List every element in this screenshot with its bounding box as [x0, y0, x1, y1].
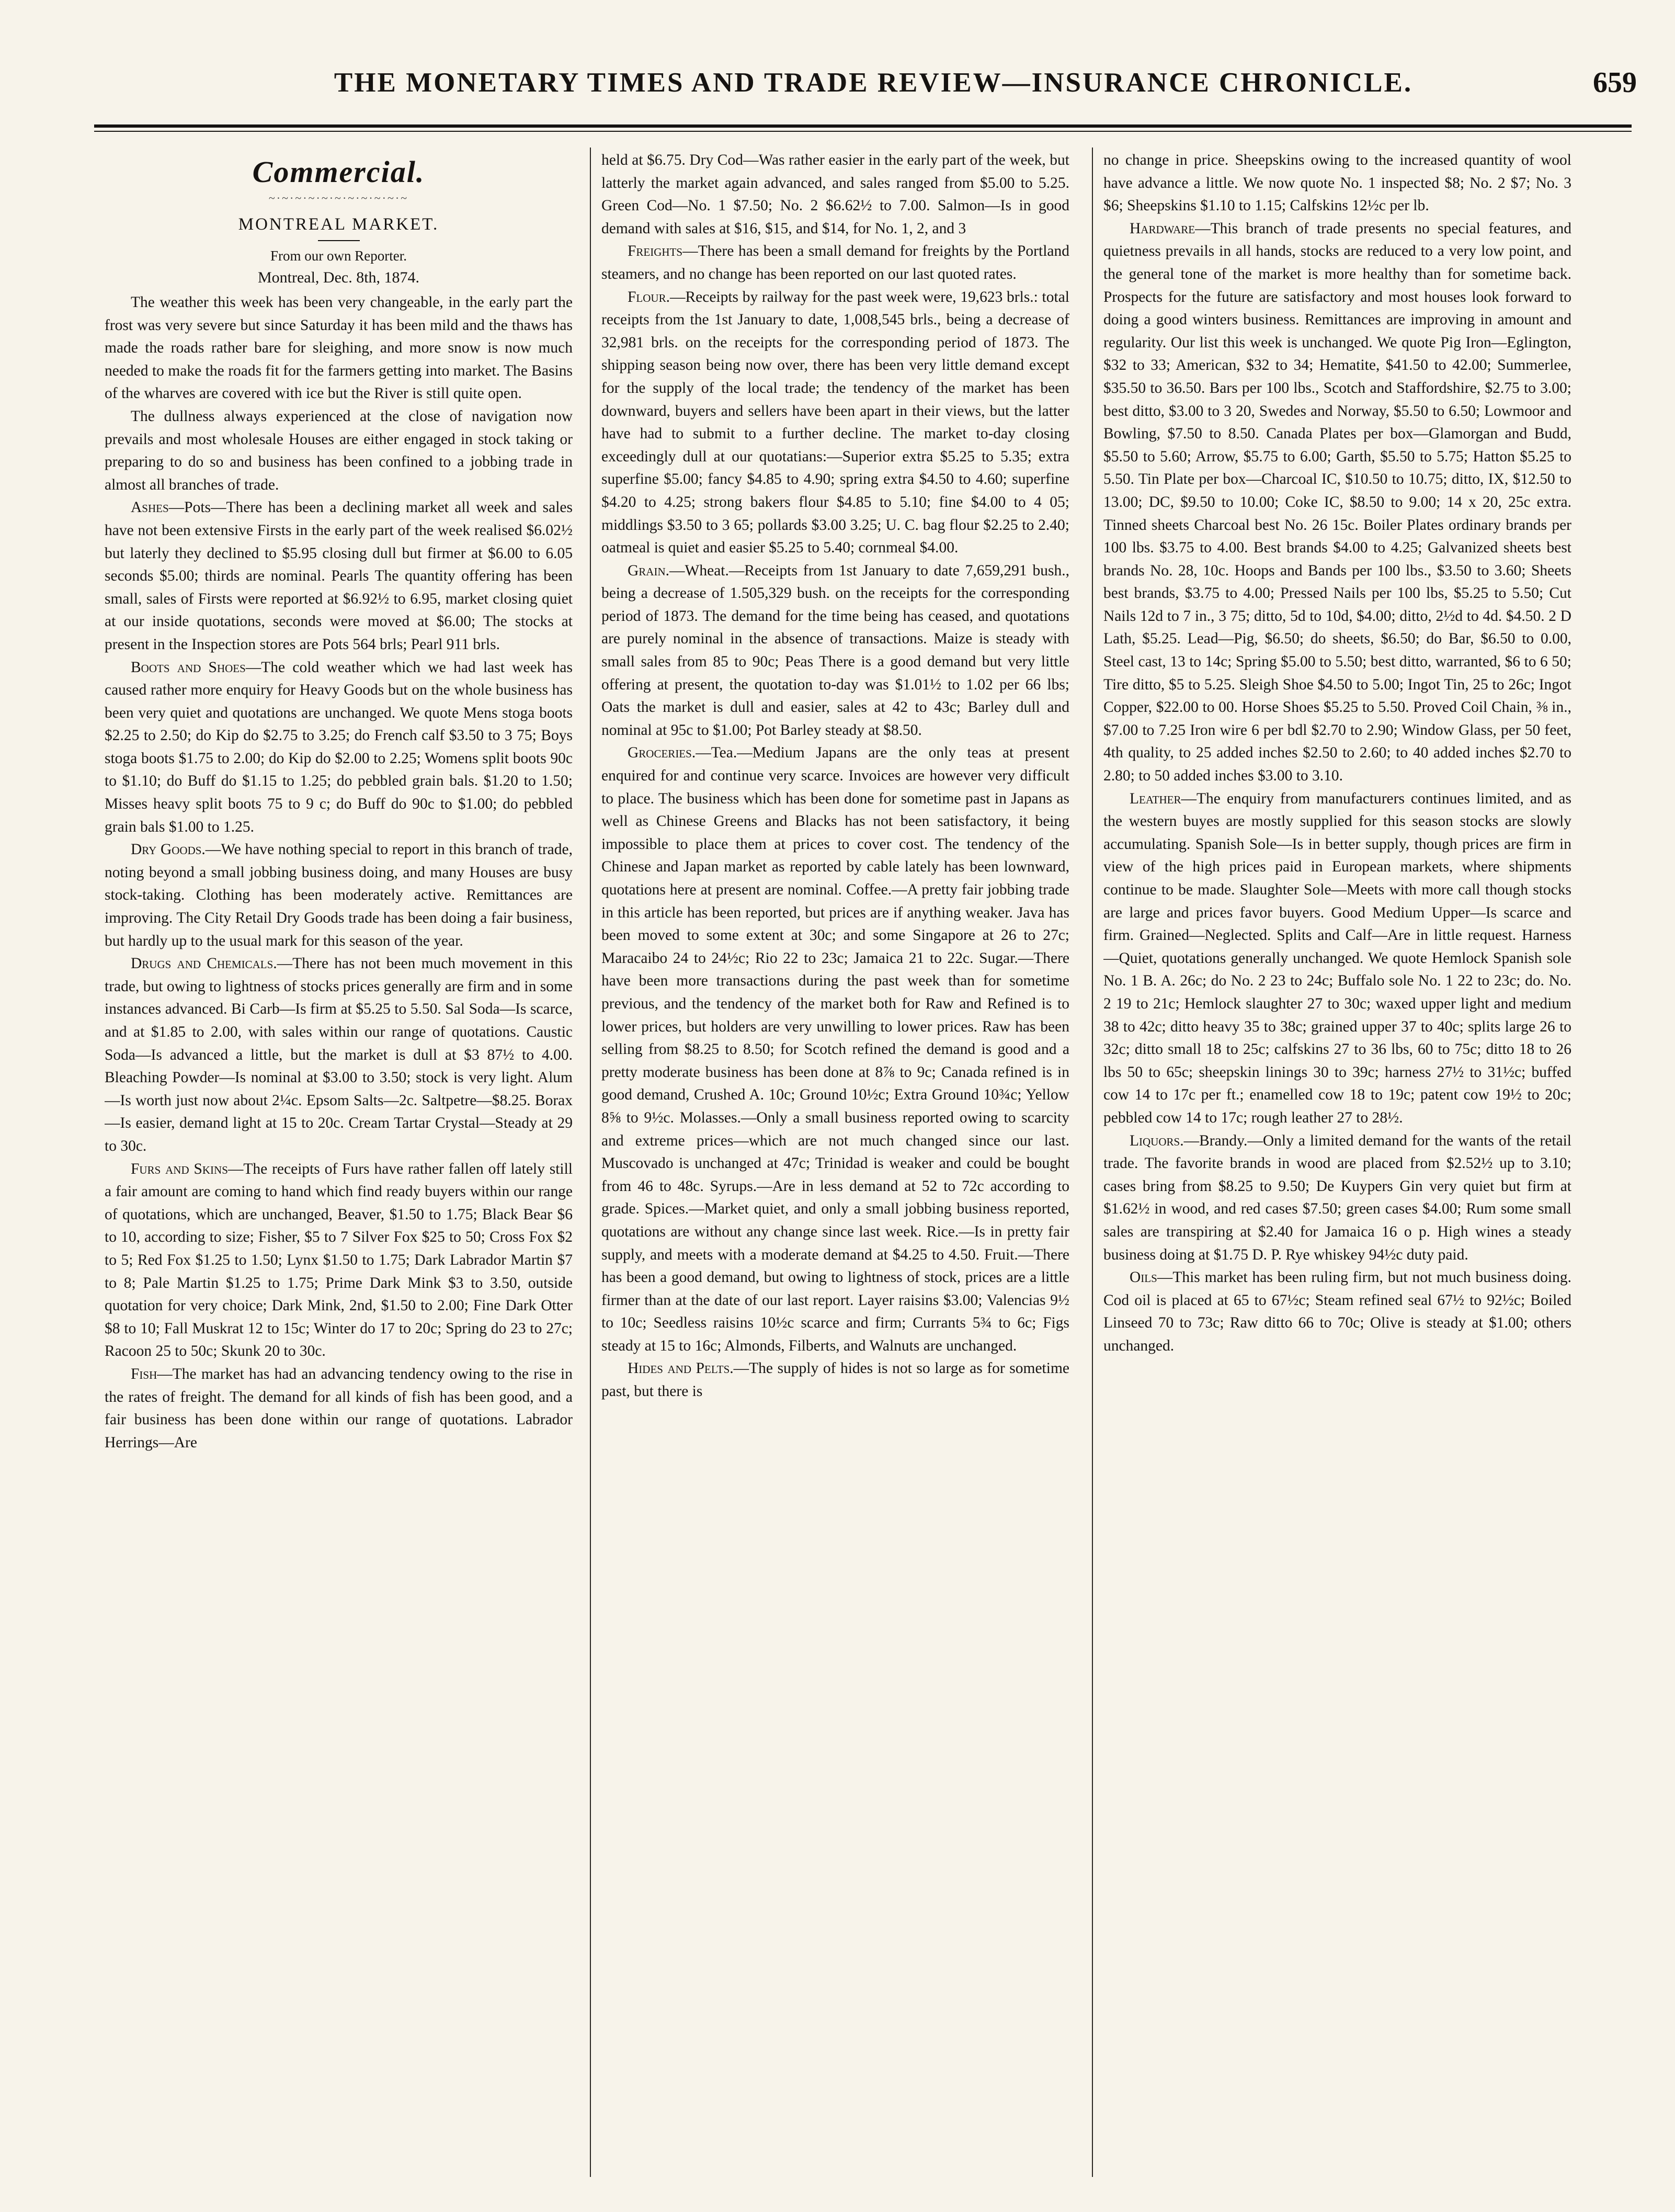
- column-2-body: [601, 149, 1069, 1403]
- column-2: [601, 149, 1069, 2179]
- paragraph-lead: Leather—: [1130, 790, 1197, 807]
- paragraph-lead: Ashes—: [131, 499, 185, 516]
- paragraph: [1103, 218, 1571, 788]
- paragraph: [1103, 1130, 1571, 1267]
- paragraph-text: no change in price. Sheepskins owing to the increased quantity of wool have advance a little. We now quote No. 1 inspected $8; No. 2 $7; No. 3 $6; Sheepskins $1.10 to 1.15; Calfskins 12½c per lb.: [1103, 152, 1571, 214]
- article-dateline: Montreal, Dec. 8th, 1874.: [257, 269, 420, 286]
- paragraph-text: The dullness always experienced at the close of navigation now prevails and most wholesale Houses are either engaged in stock taking or preparing to do so and business has been confined to a jobbing trade in almost all branches of trade.: [105, 407, 573, 493]
- paragraph: [601, 742, 1069, 1357]
- paragraph-lead: Liquors.—: [1130, 1132, 1200, 1149]
- column-divider-1: [590, 148, 591, 2177]
- column-1-body: [105, 291, 573, 1454]
- paragraph-text: The market has had an advancing tendency owing to the rise in the rates of freight. The demand for all kinds of fish has been good, and a fair business has been done within our range of quotations. Labrador Herrings—Are: [105, 1365, 573, 1451]
- paragraph-lead: Grain.—: [628, 562, 685, 579]
- header-rule-thin: [94, 131, 1632, 132]
- paragraph-text: Brandy.—Only a limited demand for the wants of the retail trade. The favorite brands in wood are placed from $2.52½ up to 3.10; cases bring from $8.25 to 9.50; De Kuypers Gin very quiet but firm at $1.62½ in wood, and red cases $7.50; green cases $4.00; Rum some small sales are transpiring at $2.40 for Jamaica 16 o p. High wines a steady business doing at $1.75 D. P. Rye whiskey 94½c duty paid.: [1103, 1132, 1571, 1263]
- paragraph-lead: Groceries.—: [628, 744, 711, 762]
- paragraph-text: There has not been much movement in this trade, but owing to lightness of stocks prices generally are firm and in some instances advanced. Bi Carb—Is firm at $5.25 to 5.50. Sal Soda—Is scarce, and at $1.85 to 2.00, with sales within our range of quotations. Caustic Soda—Is advanced a little, but the market is dull at $3 87½ to 4.00. Bleaching Powder—Is nominal at $3.00 to 3.50; stock is very light. Alum—Is worth just now about 2¼c. Epsom Salts—2c. Saltpetre—$8.25. Borax—Is easier, demand light at 15 to 20c. Cream Tartar Crystal—Steady at 29 to 30c.: [105, 955, 573, 1154]
- paragraph: [601, 240, 1069, 286]
- paragraph: [1103, 1266, 1571, 1357]
- paragraph: [105, 656, 573, 839]
- page-header-title: THE MONETARY TIMES AND TRADE REVIEW—INSURANCE CHRONICLE.: [334, 67, 1413, 98]
- paragraph-lead: Boots and Shoes—: [131, 659, 261, 676]
- column-1: [105, 149, 573, 2179]
- paragraph-text: The receipts of Furs have rather fallen off lately still a fair amount are coming to hand which find ready buyers within our range of quotations, which are unchanged, Beaver, $1.50 to 1.75; Black Bear $6 to 10, according to size; Fisher, $5 to 7 Silver Fox $25 to 50; Cross Fox $2 to 5; Red Fox $1.25 to 1.50; Lynx $1.50 to 1.75; Dark Labrador Martin $7 to 8; Pale Martin $1.25 to 1.75; Prime Dark Mink $3 to 3.50, outside quotation for very choice; Dark Mink, 2nd, $1.50 to 2.00; Fine Dark Otter $8 to 10; Fall Muskrat 12 to 15c; Winter do 17 to 20c; Spring do 23 to 27c; Racoon 25 to 50c; Skunk 20 to 30c.: [105, 1160, 573, 1360]
- header-rule-thick: [94, 124, 1632, 128]
- article-byline: From our own Reporter.: [270, 248, 407, 264]
- paragraph: [601, 560, 1069, 742]
- paragraph: [105, 405, 573, 496]
- ornament-divider: ~·~·~·~·~·~·~·~·~·~·~: [268, 191, 409, 205]
- title-rule: [318, 240, 360, 241]
- paragraph: [105, 1158, 573, 1363]
- paragraph-text: There has been a small demand for freights by the Portland steamers, and no change has been reported on our last quoted rates.: [601, 243, 1069, 282]
- paragraph-lead: Hides and Pelts.—: [628, 1360, 749, 1377]
- paragraph-lead: Oils—: [1130, 1269, 1173, 1286]
- paragraph-text: Receipts by railway for the past week were, 19,623 brls.: total receipts from the 1st January to date, 1,008,545 brls., being a decrease of 32,981 brls. on the receipts for the corresponding period of 1873. The shipping season being now over, there has been very little demand except for the supply of the local trade; the tendency of the market has been downward, buyers and sellers have been apart in their views, but the latter have had to submit to a further decline. The market to-day closing exceedingly dull at our quotatians:—Superior extra $5.25 to 5.35; extra superfine $5.00; fancy $4.85 to 4.90; spring extra $4.50 to 4.60; superfine $4.20 to 4.25; strong bakers flour $4.85 to 5.10; fine $4.00 to 4 05; middlings $3.50 to 3 65; pollards $3.00 3.25; U. C. bag flour $2.25 to 2.40; oatmeal is quiet and easier $5.25 to 5.40; cornmeal $4.00.: [601, 288, 1069, 557]
- paragraph-lead: Drugs and Chemicals.—: [131, 955, 293, 972]
- paragraph: [105, 952, 573, 1158]
- column-3-body: [1103, 149, 1571, 1357]
- paragraph: [1103, 788, 1571, 1130]
- paragraph: [601, 286, 1069, 560]
- paragraph: [105, 1363, 573, 1454]
- paragraph: [105, 838, 573, 952]
- column-divider-2: [1092, 148, 1093, 2177]
- column-3: [1103, 149, 1571, 2179]
- paragraph-lead: Furs and Skins—: [131, 1160, 244, 1177]
- page-number: 659: [1593, 66, 1637, 99]
- paragraph-text: This branch of trade presents no special features, and quietness prevails in all hands, stocks are reduced to a very low point, and the general tone of the market is more healthy than for sometime back. Prospects for the future are satisfactory and most houses look forward to doing a good winters business. Remittances are improving in amount and regularity. Our list this week is unchanged. We quote Pig Iron—Eglington, $32 to 33; American, $32 to 34; Hematite, $41.50 to 42.00; Summerlee, $35.50 to 36.50. Bars per 100 lbs., Scotch and Staffordshire, $2.75 to 3.00; best ditto, $3.00 to 3 20, Swedes and Norway, $5.50 to 6.50; Lowmoor and Bowling, $7.50 to 8.50. Canada Plates per box—Glamorgan and Budd, $5.50 to 5.60; Arrow, $5.75 to 6.00; Garth, $5.50 to 5.75; Hatton $5.25 to 5.50. Tin Plate per box—Charcoal IC, $10.50 to 10.75; ditto, IX, $12.50 to 13.00; DC, $9.50 to 10.00; Coke IC, $8.50 to 9.00; 14 x 20, 25c extra. Tinned sheets Charcoal best No. 26 15c. Boiler Plates ordinary brands per 100 lbs. $3.75 to 4.00. Best brands $4.00 to 4.25; Galvanized sheets best brands No. 28, 10c. Hoops and Bands per 100 lbs., $3.50 to 3.60; Sheets best brands, $3.75 to 4.00; Pressed Nails per 100 lbs, $5.25 to 5.50; Cut Nails 12d to 7 in., 3 75; ditto, 5d to 10d, $4.00; ditto, 2½d to 4d. $4.50. 2 D Lath, $5.25. Lead—Pig, $6.50; do sheets, $6.50; do Bar, $6.50 to 0.00, Steel cast, 13 to 14c; Spring $5.00 to 5.50; best ditto, warranted, $6 to 6 50; Tire ditto, $5 to 5.25. Sleigh Shoe $4.50 to 5.00; Ingot Tin, 25 to 26c; Ingot Copper, $22.00 to 00. Horse Shoes $5.25 to 5.50. Proved Coil Chain, ⅜ in., $7.00 to 7.25 Iron wire 6 per bdl $2.70 to 2.90; Window Glass, per 50 feet, 4th quality, to 25 added inches $2.50 to 2.60; to 40 added inches $2.70 to 2.80; to 50 added inches $3.00 to 3.10.: [1103, 220, 1571, 785]
- paragraph-text: Wheat.—Receipts from 1st January to date 7,659,291 bush., being a decrease of 1.505,329 bush. on the receipts for the corresponding period of 1873. The demand for the time being has ceased, and quotations are purely nominal in the absence of transactions. Maize is steady with small sales from 85 to 90c; Peas There is a good demand but very little offering at present, the quotation to-day was $1.01½ to 1.02 per 66 lbs; Oats the market is dull and easier, sales at 42 to 43c; Barley dull and nominal at 95c to $1.00; Pot Barley steady at $8.50.: [601, 562, 1069, 739]
- paragraph-text: We have nothing special to report in this branch of trade, noting beyond a small jobbing business doing, and many Houses are busy stock-taking. Clothing has been moderately active. Remittances are improving. The City Retail Dry Goods trade has been doing a fair business, but hardly up to the usual mark for this season of the year.: [105, 841, 573, 949]
- paragraph-lead: Flour.—: [628, 288, 686, 305]
- paragraph-lead: Dry Goods.—: [131, 841, 221, 858]
- paragraph-text: Tea.—Medium Japans are the only teas at present enquired for and continue very scarce. Invoices are however very difficult to place. The business which has been done for sometime past in Japans as well as Chinese Greens and Blacks has not been satisfactory, it being impossible to place them at prices to cover cost. The tendency of the Chinese and Japan market as reported by cable lately has been lownward, quotations here at present are nominal. Coffee.—A pretty fair jobbing trade in this article has been reported, but prices are if anything weaker. Java has been moved to some extent at 30c; and some Singapore at 26 to 27c; Maracaibo 24 to 24½c; Rio 22 to 23c; Jamaica 21 to 22c. Sugar.—There have been more transactions during the past week than for sometime previous, and the tendency of the market both for Raw and Refined is to lower prices, but holders are very unwilling to lower prices. Raw has been selling from $8.25 to 8.50; for Scotch refined the demand is good and a pretty moderate business has been done at 8⅞ to 9c; Canada refined is in good demand, Crushed A. 10c; Ground 10½c; Extra Ground 10¾c; Yellow 8⅝ to 9½c. Molasses.—Only a small business reported owing to scarcity and extreme prices—which are not much changed since our last. Muscovado is unchanged at 47c; Trinidad is weaker and could be bought from 46 to 48c. Syrups.—Are in less demand at 52 to 72c according to grade. Spices.—Market quiet, and only a small jobbing business reported, quotations are without any change since last week. Rice.—Is in pretty fair supply, and meets with a moderate demand at $4.25 to 4.50. Fruit.—There has been a good demand, but owing to lightness of stock, prices are a little firmer than at the date of our last report. Layer raisins $3.00; Valencias 9½ to 10c; Seedless raisins 10½c scarce and firm; Currants 5¾ to 6c; Figs steady at 15 to 16c; Almonds, Filberts, and Walnuts are unchanged.: [601, 744, 1069, 1354]
- paragraph-text: The enquiry from manufacturers continues limited, and as the western buyes are mostly supplied for this season stocks are slowly accumulating. Spanish Sole—Is in better supply, though prices are firm in view of the high prices paid in European markets, where shipments continue to be made. Slaughter Sole—Meets with more call though stocks are large and prices favor buyers. Good Medium Upper—Is scarce and firm. Grained—Neglected. Splits and Calf—Are in little request. Harness—Quiet, quotations generally unchanged. We quote Hemlock Spanish sole No. 1 B. A. 26c; do No. 2 23 to 24c; Buffalo sole No. 1 22 to 23c; do. No. 2 19 to 21c; Hemlock slaughter 27 to 30c; waxed upper light and medium 38 to 42c; ditto heavy 35 to 38c; grained upper 37 to 40c; splits large 26 to 32c; ditto small 18 to 25c; calfskins 27 to 36 lbs, 60 to 75c; ditto 18 to 26 lbs 50 to 65c; sheepskin linings 30 to 39c; harness 27½ to 31½c; buffed cow 14 to 17c per ft.; enamelled cow 18 to 19c; patent cow 19½ to 20c; pebbled cow 14 to 17c; rough leather 27 to 28½.: [1103, 790, 1571, 1126]
- paragraph-text: held at $6.75. Dry Cod—Was rather easier in the early part of the week, but latterly the market again advanced, and sales ranged from $5.00 to 5.25. Green Cod—No. 1 $7.50; No. 2 $6.62½ to 7.00. Salmon—Is in good demand with sales at $16, $15, and $14, for No. 1, 2, and 3: [601, 152, 1069, 237]
- paragraph-lead: Freights—: [628, 243, 698, 260]
- section-heading: Commercial.: [252, 155, 425, 189]
- paragraph: [601, 149, 1069, 240]
- paragraph-text: This market has been ruling firm, but not much business doing. Cod oil is placed at 65 to 67½c; Steam refined seal 67½ to 92½c; Boiled Linseed 70 to 73c; Raw ditto 66 to 70c; Olive is steady at $1.00; others unchanged.: [1103, 1269, 1571, 1354]
- paragraph: [105, 496, 573, 656]
- paragraph-lead: Fish—: [131, 1365, 173, 1382]
- article-title: MONTREAL MARKET.: [238, 215, 439, 234]
- paragraph-lead: Hardware—: [1130, 220, 1211, 237]
- paragraph-text: Pots—There has been a declining market all week and sales have not been extensive Firsts in the early part of the week realised $6.02½ but laterly they declined to $5.95 closing dull but firmer at $6.00 to 6.05 seconds $5.00; thirds are nominal. Pearls The quantity offering has been small, sales of Firsts were reported at $6.92½ to 6.95, market closing quiet at our inside quotations, seconds were moved at $6.00; The stocks at present in the Inspection stores are Pots 564 brls; Pearl 911 brls.: [105, 499, 573, 653]
- paragraph: [1103, 149, 1571, 218]
- paragraph: [601, 1357, 1069, 1403]
- paragraph-text: The weather this week has been very changeable, in the early part the frost was very severe but since Saturday it has been mild and the thaws has made the roads rather bare for sleighing, and more snow is now much needed to make the roads fit for the farmers getting into market. The Basins of the wharves are covered with ice but the River is still quite open.: [105, 294, 573, 402]
- paragraph: [105, 291, 573, 405]
- paragraph-text: The supply of hides is not so large as for sometime past, but there is: [601, 1360, 1069, 1400]
- paragraph-text: The cold weather which we had last week has caused rather more enquiry for Heavy Goods but on the whole business has been very quiet and quotations are unchanged. We quote Mens stoga boots $2.25 to 2.50; do Kip do $2.75 to 3.25; do French calf $3.50 to 3 75; Boys stoga boots $1.75 to 2.00; do Kip do $2.00 to 2.25; Womens split boots 90c to $1.10; do Buff do $1.15 to 1.25; do pebbled grain bals. $1.20 to 1.50; Misses heavy split boots 75 to 9 c; do Buff do 90c to $1.00; do pebbled grain bals $1.00 to 1.25.: [105, 659, 573, 835]
